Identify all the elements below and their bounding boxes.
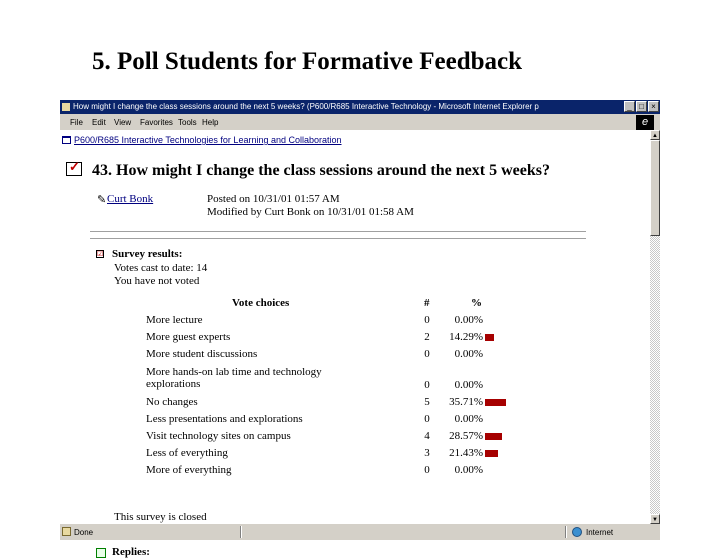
result-row [60, 396, 650, 408]
vote-percent: 0.00% [454, 464, 483, 476]
status-divider [565, 526, 567, 538]
scroll-up-arrow-icon[interactable]: ▲ [650, 130, 660, 140]
vote-choice-label: More of everything [146, 464, 232, 476]
survey-closed-text: This survey is closed [114, 511, 207, 523]
vote-info [114, 262, 207, 288]
vote-count: 0 [424, 379, 430, 391]
question-title: 43. How might I change the class sessions around the next 5 weeks? [92, 162, 550, 179]
percent-bar [485, 334, 494, 341]
vote-count: 0 [424, 348, 430, 360]
close-button[interactable]: × [648, 101, 659, 112]
status-bar [60, 524, 660, 540]
result-row [60, 366, 650, 392]
breadcrumb [62, 135, 342, 145]
votes-cast: Votes cast to date: 14 [114, 262, 208, 274]
status-text: Done [74, 528, 94, 537]
result-row [60, 430, 650, 442]
survey-heading: Survey results: [112, 248, 183, 260]
percent-bar [485, 450, 498, 457]
result-row [60, 331, 650, 343]
slide-title: 5. Poll Students for Formative Feedback [92, 48, 523, 75]
vote-choice-label: Less presentations and explorations [146, 413, 303, 425]
result-row [60, 447, 650, 459]
vote-count: 4 [424, 430, 430, 442]
breadcrumb-link[interactable]: P600/R685 Interactive Technologies for Learning and Collaboration [74, 135, 342, 145]
result-row [60, 413, 650, 425]
vote-choice-label: No changes [146, 396, 198, 408]
scroll-down-arrow-icon[interactable]: ▼ [650, 514, 660, 524]
collapse-toggle-icon[interactable]: ☑ [97, 250, 104, 258]
vote-percent: 21.43% [449, 447, 483, 459]
pencil-icon: ✎ [97, 194, 107, 206]
vote-choice-label: More guest experts [146, 331, 231, 343]
vote-percent: 28.57% [449, 430, 483, 442]
posted-date: Posted on 10/31/01 01:57 AM [207, 193, 340, 205]
menu-favorites[interactable]: Favorites [140, 118, 173, 127]
vote-choice-label: More student discussions [146, 348, 258, 360]
menu-view[interactable]: View [114, 118, 132, 127]
percent-bar [485, 399, 506, 406]
author-link[interactable]: Curt Bonk [107, 193, 154, 205]
menu-tools[interactable]: Tools [178, 118, 197, 127]
vote-percent: 0.00% [454, 314, 483, 326]
window-title: How might I change the class sessions around the next 5 weeks? (P600/R685 Interactive Technology - Microsoft Internet Explorer p [73, 102, 539, 111]
result-row [60, 464, 650, 476]
menu-edit[interactable]: Edit [92, 118, 106, 127]
vote-choice-label: More hands-on lab time and technology explorations [146, 366, 322, 390]
zone-text: Internet [586, 528, 614, 537]
minimize-button[interactable]: _ [624, 101, 635, 112]
status-divider [240, 526, 242, 538]
internet-globe-icon [572, 527, 582, 537]
replies-heading: Replies: [112, 546, 150, 558]
result-row [60, 314, 650, 326]
vote-choice-label: More lecture [146, 314, 203, 326]
replies-toggle-icon[interactable] [96, 548, 106, 558]
col-count: # [424, 297, 430, 309]
vote-percent: 0.00% [454, 348, 483, 360]
ie-app-icon [62, 103, 70, 111]
vote-count: 5 [424, 396, 430, 408]
vote-percent: 0.00% [454, 413, 483, 425]
post-info [207, 193, 414, 219]
menu-bar [60, 114, 660, 130]
vertical-scrollbar[interactable] [650, 130, 660, 524]
vote-count: 0 [424, 464, 430, 476]
browser-window [60, 100, 660, 558]
menu-file[interactable]: File [70, 118, 83, 127]
voted-status: You have not voted [114, 275, 200, 287]
ie-throbber-icon: e [636, 115, 654, 130]
vote-count: 0 [424, 314, 430, 326]
divider [90, 231, 586, 232]
vote-count: 3 [424, 447, 430, 459]
percent-bar [485, 433, 502, 440]
folder-icon [62, 136, 71, 144]
menu-help[interactable]: Help [202, 118, 219, 127]
divider [90, 238, 586, 239]
vote-percent: 35.71% [449, 396, 483, 408]
checkmark-icon: ✓ [66, 162, 82, 176]
vote-count: 2 [424, 331, 430, 343]
vote-percent: 14.29% [449, 331, 483, 343]
vote-choice-label: Visit technology sites on campus [146, 430, 291, 442]
col-vote-choices: Vote choices [232, 297, 290, 309]
maximize-button[interactable]: □ [636, 101, 647, 112]
vote-count: 0 [424, 413, 430, 425]
vote-percent: 0.00% [454, 379, 483, 391]
page-icon [62, 527, 71, 536]
window-titlebar[interactable] [60, 100, 660, 114]
col-percent: % [471, 297, 482, 309]
result-row [60, 348, 650, 360]
vote-choice-label: Less of everything [146, 447, 228, 459]
scrollbar-thumb[interactable] [650, 140, 660, 236]
modified-date: Modified by Curt Bonk on 10/31/01 01:58 AM [207, 206, 414, 218]
